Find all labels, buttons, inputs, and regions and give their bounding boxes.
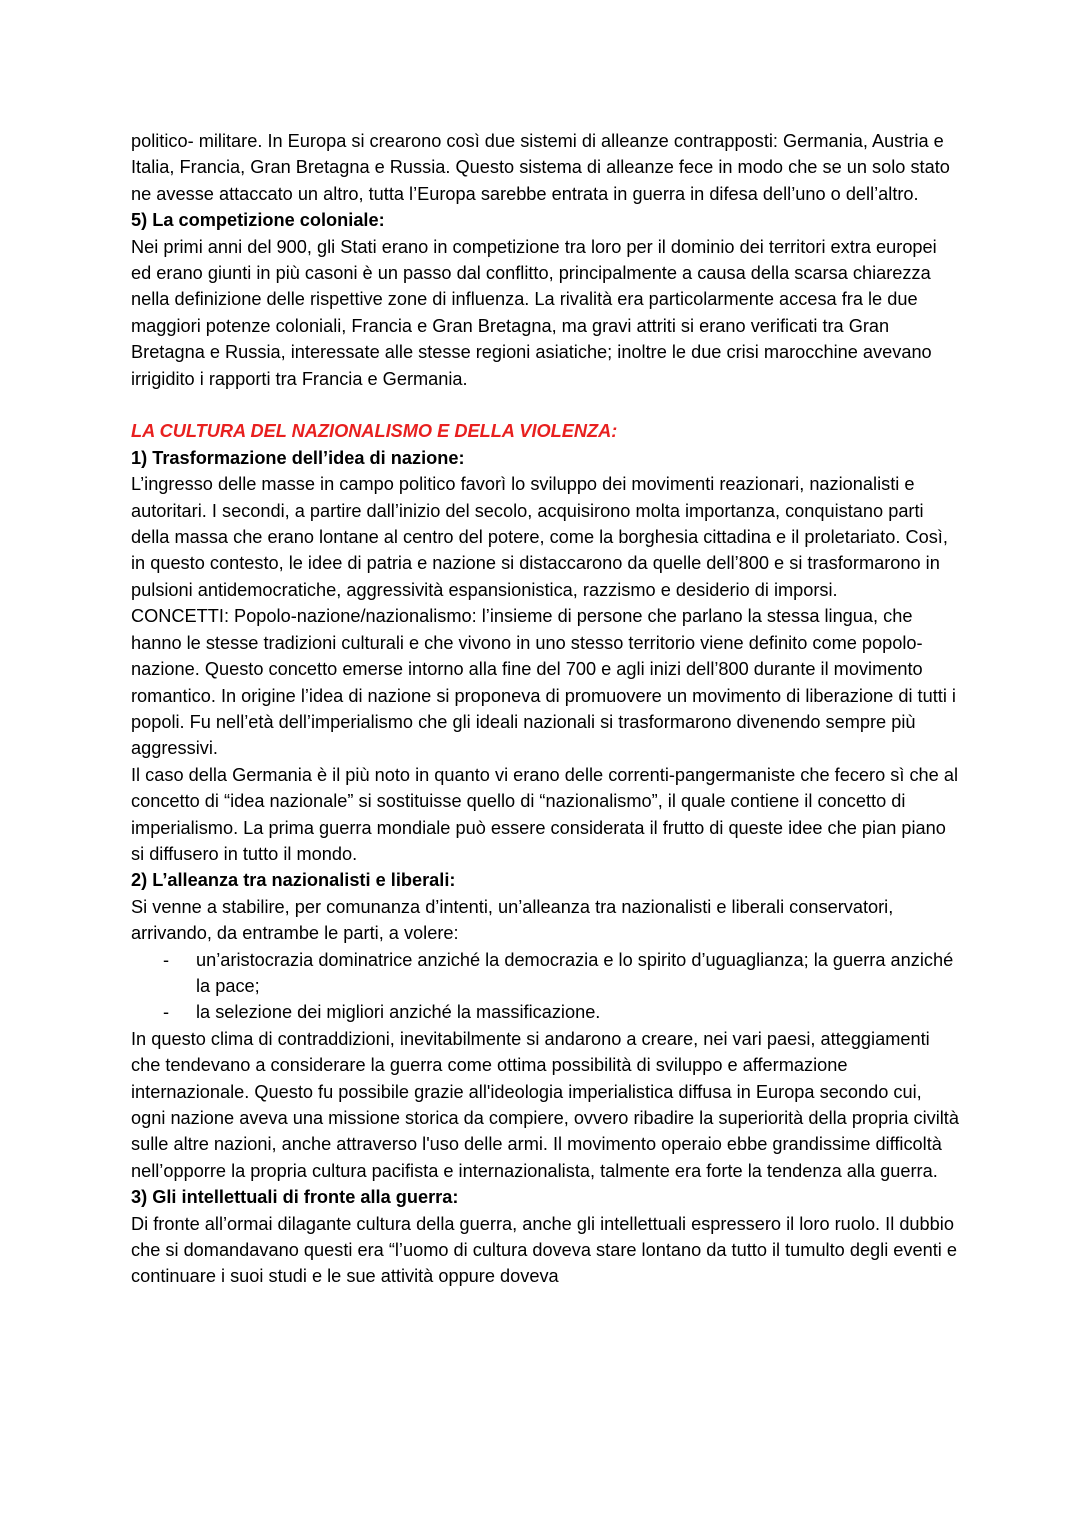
heading-intellectuals: 3) Gli intellettuali di fronte alla guerra: (131, 1187, 459, 1208)
heading-colonial-competition: 5) La competizione coloniale: (131, 210, 385, 231)
section-title: LA CULTURA DEL NAZIONALISMO E DELLA VIOLENZA: (131, 421, 618, 442)
dash-list (131, 947, 961, 1026)
paragraph-intellectuals: Di fronte all’ormai dilagante cultura della guerra, anche gli intellettuali espressero il loro ruolo. Il dubbio che si domandavano questi era “l’uomo di cultura doveva stare lontano da tutto il tumulto degli eventi e continuare i suoi studi e le sue attività oppure doveva (131, 1213, 958, 1287)
heading-nation-idea: 1) Trasformazione dell’idea di nazione: (131, 447, 465, 468)
document-body (131, 128, 961, 1290)
paragraph-germany: Il caso della Germania è il più noto in quanto vi erano delle correnti-pangermaniste che fecero sì che al concetto di “idea nazionale” si sostituisse quello di “nazionalismo”, il quale contiene il concetto di imperialismo. La prima guerra mondiale può essere considerata il frutto di queste idee che pian piano si diffusero in tutto il mondo. (131, 764, 958, 864)
paragraph-alliance-body: In questo clima di contraddizioni, inevitabilmente si andarono a creare, nei vari paesi, atteggiamenti che tendevano a considerare la guerra come ottima possibilità di sviluppo e affermazione internazionale. Questo fu possibile grazie all'ideologia imperialistica diffusa in Europa secondo cui, ogni nazione aveva una missione storica da compiere, ovvero ribadire la superiorità della propria civiltà sulle altre nazioni, anche attraverso l'uso delle armi. Il movimento operaio ebbe grandissime difficoltà nell’opporre la propria cultura pacifista e internazionalista, talmente era forte la tendenza alla guerra. (131, 1028, 959, 1181)
paragraph-concepts: CONCETTI: Popolo-nazione/nazionalismo: l’insieme di persone che parlano la stessa lingua, che hanno le stesse tradizioni culturali e che vivono in uno stesso territorio viene definito come popolo- nazione. Questo concetto emerse intorno alla fine del 700 e agli inizi dell’800 durante il movimento romantico. In origine l’idea di nazione si proponeva di promuovere un movimento di liberazione di tutti i popoli. Fu nell’età dell’imperialismo che gli ideali nazionali si trasformarono divenendo sempre più aggressivi. (131, 606, 956, 759)
paragraph-nation-idea: L’ingresso delle masse in campo politico favorì lo sviluppo dei movimenti reazionari, nazionalisti e autoritari. I secondi, a partire dall’inizio del secolo, acquisirono molta importanza, conquistano parti della massa che erano lontane al centro del potere, come la borghesia cittadina e il proletariato. Così, in questo contesto, le idee di patria e nazione si distaccarono da quelle dell’800 e si trasformarono in pulsioni antidemocratiche, aggressività espansionistica, razzismo e desiderio di imporsi. (131, 474, 948, 600)
list-item: - la selezione dei migliori anziché la massificazione. (196, 999, 961, 1025)
paragraph-alliances: politico- militare. In Europa si crearono così due sistemi di alleanze contrapposti: Germania, Austria e Italia, Francia, Gran Bretagna e Russia. Questo sistema di alleanze fece in modo che se un solo stato ne avesse attaccato un altro, tutta l’Europa sarebbe entrata in guerra in difesa dell’uno o dell’altro. (131, 131, 950, 204)
paragraph-alliance-intro: Si venne a stabilire, per comunanza d’intenti, un’alleanza tra nazionalisti e liberali conservatori, arrivando, da entrambe le parti, a volere: (131, 896, 894, 944)
list-item: - un’aristocrazia dominatrice anziché la democrazia e lo spirito d’uguaglianza; la guerra anziché la pace; (196, 947, 961, 1000)
paragraph-colonial-competition: Nei primi anni del 900, gli Stati erano in competizione tra loro per il dominio dei territori extra europei ed erano giunti in più casoni è un passo dal conflitto, principalmente a causa della scarsa chiarezza nella definizione delle rispettive zone di influenza. La rivalità era particolarmente accesa fra le due maggiori potenze coloniali, Francia e Gran Bretagna, ma gravi attriti si erano verificati tra Gran Bretagna e Russia, interessate alle stesse regioni asiatiche; inoltre le due crisi marocchine avevano irrigidito i rapporti tra Francia e Germania. (131, 236, 937, 389)
heading-alliance: 2) L’alleanza tra nazionalisti e liberali: (131, 870, 456, 891)
